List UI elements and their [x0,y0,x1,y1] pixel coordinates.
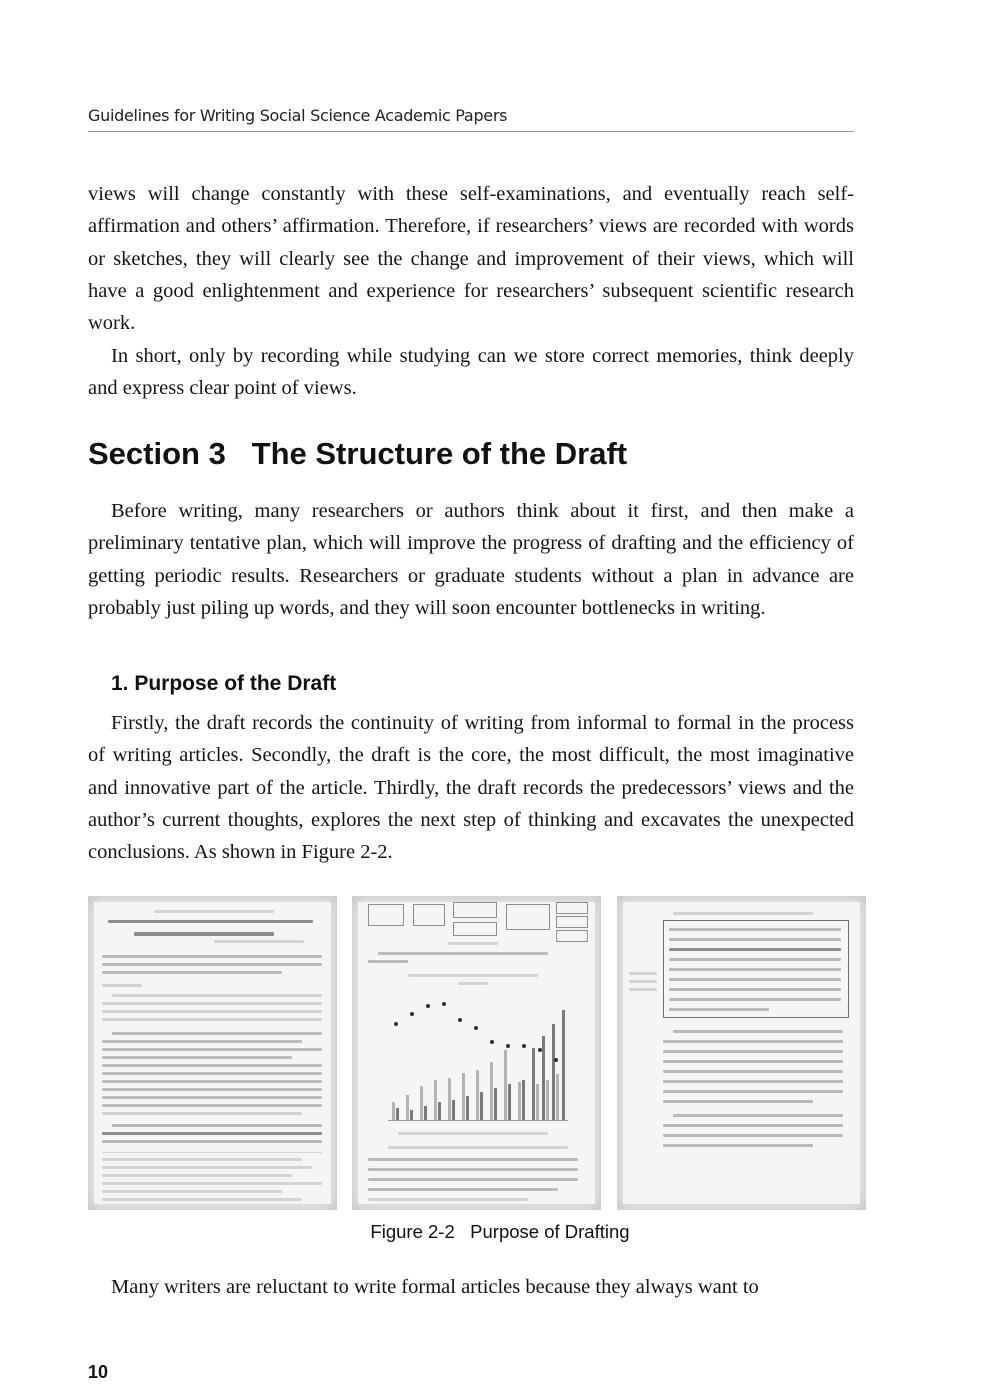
paragraph-purpose: Firstly, the draft records the continuity of writing from informal to formal in the process of writing articles. Secondly, the draft is the core, the most difficult, the most imaginative and innovative part of the article. Thirdly, the draft records the predecessors’ views and the author’s current thoughts, explores the next step of thinking and excavates the unexpected conclusions. As shown in Figure 2-2. [88,712,854,864]
paragraph-section-intro: Before writing, many researchers or authors think about it first, and then make a preliminary tentative plan, which will improve the progress of drafting and the efficiency of getting periodic results. Researchers or graduate students without a plan in advance are probably just piling up words, and they will soon encounter bottlenecks in writing. [88,500,854,619]
paragraph-in-short: In short, only by recording while studying can we store correct memories, think deeply and express clear point of views. [88,345,854,400]
paragraph-continuation: views will change constantly with these self-examinations, and eventually reach self-affirmation and others’ affirmation. Therefore, if researchers’ views are recorded with words or sketches, they will clearly see the change and improvement of their views, which will have a good enlightenment and experience for researchers’ subsequent scientific research work. [88,183,854,335]
figure-2-2 [88,896,854,1210]
figure-image-chart-draft [352,896,601,1210]
section-title: Section 3 The Structure of the Draft [88,436,628,471]
manuscript-paper [94,902,331,1204]
chart-draft-paper [358,902,595,1204]
figure-image-annotated-draft [617,896,866,1210]
subsection-title: 1. Purpose of the Draft [111,672,337,695]
header-rule [88,131,854,132]
annotated-draft-paper [623,902,860,1204]
paragraph-closing: Many writers are reluctant to write formal articles because they always want to [111,1276,759,1298]
page-number: 10 [88,1362,109,1382]
running-head: Guidelines for Writing Social Science Academic Papers [88,106,508,125]
draft-chart-plot [388,992,568,1121]
figure-caption: Figure 2-2 Purpose of Drafting [370,1221,630,1242]
figure-image-manuscript [88,896,337,1210]
